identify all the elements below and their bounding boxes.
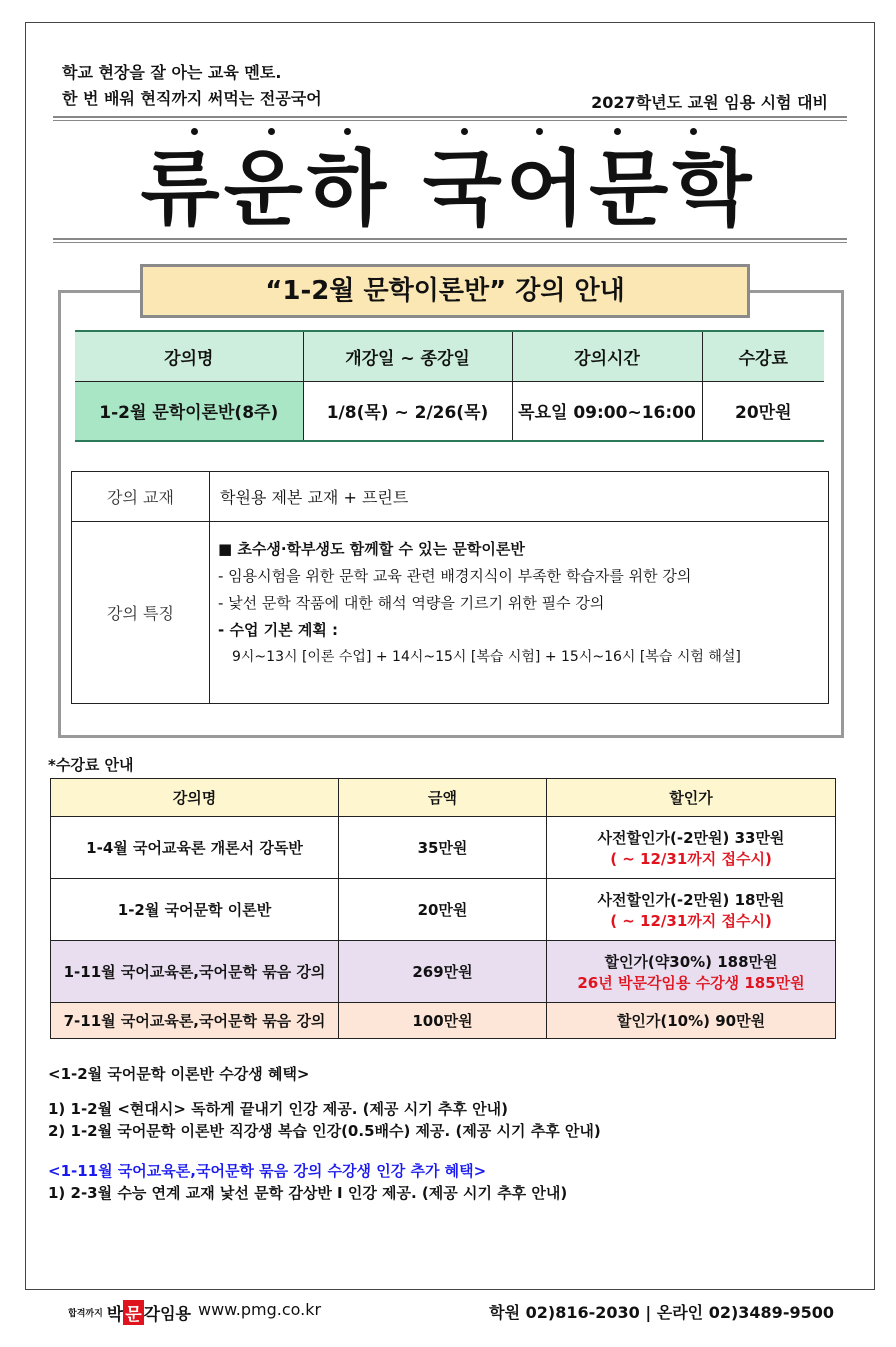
header-course-name: 강의명 xyxy=(75,331,303,381)
emphasis-dot xyxy=(614,128,621,135)
fee-table xyxy=(50,778,836,1039)
fee-amount: 20만원 xyxy=(339,879,547,941)
plan-label: - 수업 기본 계획 : xyxy=(218,621,339,639)
course-name: 1-2월 문학이론반(8주) xyxy=(75,381,303,441)
logo-small-text: 합격까지 xyxy=(68,1309,103,1319)
fee-header-discount: 할인가 xyxy=(547,779,836,817)
fee-course-name: 1-2월 국어문학 이론반 xyxy=(51,879,339,941)
feature-heading: ■ 초수생·학부생도 함께할 수 있는 문학이론반 xyxy=(218,540,525,558)
page-title: 류운하 국어문학 xyxy=(140,142,756,237)
course-period: 1/8(목) ~ 2/26(목) xyxy=(303,381,512,441)
fee-discount-note: ( ~ 12/31까지 접수시) xyxy=(610,911,772,930)
table-row xyxy=(51,941,836,1003)
table-row xyxy=(51,879,836,941)
feature-cell xyxy=(210,522,829,704)
fee-discount: 사전할인가(-2만원) 18만원 xyxy=(597,890,785,909)
textbook-value: 학원용 제본 교재 + 프린트 xyxy=(210,472,829,522)
fee-discount-cell xyxy=(547,941,836,1003)
bundle-benefit-title: <1-11월 국어교육론,국어문학 묶음 강의 수강생 인강 추가 혜택> xyxy=(48,1162,487,1180)
fee-amount: 269만원 xyxy=(339,941,547,1003)
feature-item: - 낯선 문학 작품에 대한 해석 역량을 기르기 위한 필수 강의 xyxy=(218,594,605,612)
header-period: 개강일 ~ 종강일 xyxy=(303,331,512,381)
emphasis-dot xyxy=(536,128,543,135)
benefit-item: 1) 2-3월 수능 연계 교재 낯선 문학 감상반 I 인강 제공. (제공 시기 추후 안내) xyxy=(48,1184,568,1202)
course-summary-table xyxy=(75,330,824,442)
plan-schedule: 9시~13시 [이론 수업] + 14시~15시 [복습 시험] + 15시~16시 [복습 시험 해설] xyxy=(232,649,741,665)
table-row xyxy=(72,472,829,522)
emphasis-dot xyxy=(191,128,198,135)
logo-text-gak: 각 xyxy=(143,1305,161,1325)
feature-item: - 임용시험을 위한 문학 교육 관련 배경지식이 부족한 학습자를 위한 강의 xyxy=(218,567,692,585)
course-fee: 20만원 xyxy=(734,403,792,424)
table-row xyxy=(72,522,829,704)
fee-discount: 사전할인가(-2만원) 33만원 xyxy=(597,828,785,847)
fee-course-name: 7-11월 국어교육론,국어문학 묶음 강의 xyxy=(51,1003,339,1039)
website-link[interactable]: www.pmg.co.kr xyxy=(198,1300,322,1319)
logo-text-rest: 임용 xyxy=(160,1304,192,1323)
fee-discount-cell xyxy=(547,879,836,941)
logo-text-b: 박 xyxy=(106,1305,124,1325)
divider-title xyxy=(53,238,847,243)
textbook-label: 강의 교재 xyxy=(72,472,210,522)
emphasis-dot xyxy=(461,128,468,135)
header-fee: 수강료 xyxy=(738,348,788,369)
table-row xyxy=(51,1003,836,1039)
course-banner: “1-2월 문학이론반” 강의 안내 xyxy=(140,264,750,318)
benefit-title: <1-2월 국어문학 이론반 수강생 혜택> xyxy=(48,1065,310,1083)
feature-list xyxy=(210,522,828,671)
course-details-table xyxy=(71,471,829,704)
table-row xyxy=(51,817,836,879)
fee-course-name: 1-4월 국어교육론 개론서 강독반 xyxy=(51,817,339,879)
fee-amount: 100만원 xyxy=(339,1003,547,1039)
slogan-line-1: 학교 현장을 잘 아는 교육 멘토. xyxy=(62,63,282,82)
fee-header-name: 강의명 xyxy=(51,779,339,817)
fee-discount-note: 26년 박문각임용 수강생 185만원 xyxy=(577,973,805,992)
header-time: 강의시간 xyxy=(512,331,702,381)
slogan-line-2: 한 번 배워 현직까지 써먹는 전공국어 xyxy=(62,89,322,108)
divider-top xyxy=(53,116,847,121)
slogan xyxy=(62,60,322,112)
fee-section-label: *수강료 안내 xyxy=(48,756,134,774)
contact-info: 학원 02)816-2030 | 온라인 02)3489-9500 xyxy=(489,1303,834,1322)
feature-label: 강의 특징 xyxy=(72,522,210,704)
course-time: 목요일 09:00~16:00 xyxy=(512,381,702,441)
logo-text-mun: 문 xyxy=(123,1300,143,1325)
table-row xyxy=(75,381,824,441)
fee-header-amount: 금액 xyxy=(339,779,547,817)
benefit-item: 1) 1-2월 <현대시> 독하게 끝내기 인강 제공. (제공 시기 추후 안내) xyxy=(48,1100,508,1118)
emphasis-dot xyxy=(690,128,697,135)
fee-discount: 할인가(약30%) 188만원 xyxy=(604,952,778,971)
fee-discount: 할인가(10%) 90만원 xyxy=(547,1003,836,1039)
fee-discount-note: ( ~ 12/31까지 접수시) xyxy=(610,849,772,868)
brand-logo xyxy=(68,1300,191,1325)
fee-discount-cell xyxy=(547,817,836,879)
fee-amount: 35만원 xyxy=(339,817,547,879)
benefit-item: 2) 1-2월 국어문학 이론반 직강생 복습 인강(0.5배수) 제공. (제공 시기 추후 안내) xyxy=(48,1122,601,1140)
emphasis-dot xyxy=(268,128,275,135)
fee-course-name: 1-11월 국어교육론,국어문학 묶음 강의 xyxy=(51,941,339,1003)
exam-target: 2027학년도 교원 임용 시험 대비 xyxy=(591,93,828,112)
emphasis-dot xyxy=(344,128,351,135)
